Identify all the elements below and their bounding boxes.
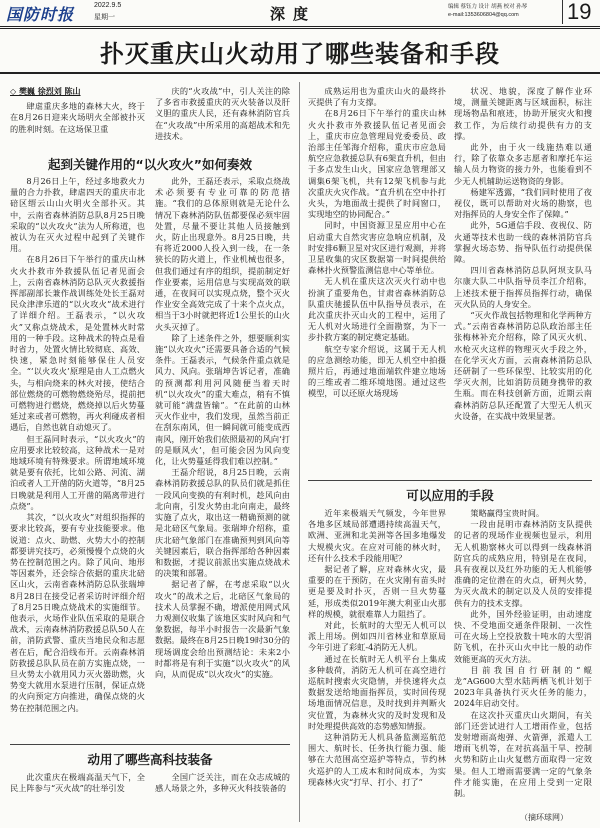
paragraph: 目前我国自行研制的“鲲龙”AG600大型水陆两栖飞机计划于2023年具备执行灭火任务的能力，2024年启动交付。 bbox=[454, 664, 592, 709]
intro-col-2 bbox=[155, 86, 290, 152]
paragraph: 据记者了解，应对森林火灾，最重要的在于预防，在火灾刚有苗头时更是要及时扑灭，否则一旦火势蔓延，形成类似2019年澳大利亚山火那样的规模，就很难靠人力阻挡了。 bbox=[308, 564, 446, 619]
source-note: （摘环球网） bbox=[520, 813, 568, 822]
paragraph: 此外，5G通信手段、夜视仪、防火通等技术也助一线的森林消防官兵掌握火场态势、指导队伍行动提供保障。 bbox=[454, 220, 592, 265]
paragraph: 除了上述条件之外，想要顺利实施“以火攻火”还需要具备合适的气候条件。王磊表示，气候条件重点就是风力、风向。张瑞坤告诉记者，准确的预测都利用河风随便当着天时机“以火攻火”的重大难点，稍有不慎就可能“满盘皆输”。“在此前的山林灭火作业中，我们发现，虽然当前正在刮东南风，但一瞬间就可能变成西南风，刚开始我们依照最初的风向‘打的是顺风火’，但可能会因为风向变化，让火势蔓延得我们难以控制。” bbox=[155, 332, 290, 467]
section-3-col-1 bbox=[10, 772, 145, 822]
section-2-title: 可以应用的手段 bbox=[406, 488, 494, 503]
section-3-title: 动用了哪些高科技装备 bbox=[87, 752, 213, 767]
paragraph: 肆虐重庆多地的森林大火，终于在8月26日迎来火场明火全部被扑灭的胜利时刻。在这场保卫重 bbox=[10, 101, 145, 134]
section-2-col-2 bbox=[454, 508, 592, 810]
paragraph: 对此，长航时的大型无人机可以派上用场。例如四川省林业和草原局今年引进了彩虹-4消防无人机。 bbox=[308, 620, 446, 653]
paragraph: 这种消防无人机具备监测巡航范围大、航时长、任务执行能力强、能够在大范围高空巡护等特点，节约林火巡护的人工成本和时间成本，为实现森林火灾“打早、打小、打了” bbox=[308, 732, 446, 787]
article-col-3 bbox=[308, 86, 446, 474]
masthead bbox=[0, 0, 600, 26]
section-name: 深度 bbox=[270, 5, 317, 23]
paragraph: 但王磊同时表示，“以火攻火”的应用要求比较较高，这种战术一是对地域环境有特殊要求。所谓地域环境就是要有依托，比如公路、河流、湖泊或者人工开凿的防火道等，“8月25日晚就是利用人工开凿的隔离带进行点烧”。 bbox=[10, 433, 145, 511]
intro-col-1 bbox=[10, 86, 145, 152]
paragraph: 据记者了解，在考虑采取“以火攻火”的战术之后，北碚区气象局的技术人员掌握不确，增派使用网式风力观测仪收集了该地区实时风向和气象数据，每半小时报告一次最新气象数据。最终在8月25日晚19时30分的现场调度会给出预测结论：未来2小时都将是有利于实施“以火攻火”的风向，从而促成“以火攻火”的实施。 bbox=[155, 579, 290, 679]
paragraph: 8月26日上午，经过多地救火力量的合力扑救，肆虐四天的重庆市北碚区缙云山山火明火全部扑灭。其中，云南省森林消防总队8月25日晚采取的“以火攻火”法为人所称道，也被认为在灭火过程中起到了关键作用。 bbox=[10, 176, 145, 254]
page-headline: 扑灭重庆山火动用了哪些装备和手段 bbox=[100, 40, 500, 68]
page-number: 19 bbox=[562, 0, 591, 24]
editor-email: e-mail:1353606804@qq.com bbox=[448, 12, 519, 18]
paragraph: 同时，中国资源卫星应用中心在启动重大自然灾害应急响应机制，及时安排6颗卫星对灾区进行观测，并将卫星收集的灾区数据第一时间提供给森林扑火预警监测信息中心等单位。 bbox=[308, 220, 446, 276]
article-col-4 bbox=[454, 86, 592, 474]
paragraph: 四川省森林消防总队阿坝支队马尔康大队二中队指导员李江介绍称，上述技术便于指挥员指挥行动，确保灭火队员的人身安全。 bbox=[454, 265, 592, 309]
issue-weekday: 星期一 bbox=[94, 14, 115, 21]
section-3-rule bbox=[10, 744, 290, 745]
paragraph: 此外，由于火一线施热难以通行，除了依靠众多志愿者和摩托车运输人员力物资的接力外，也能看到不少无人机辅助运送物资的身影。 bbox=[454, 142, 592, 186]
issue-date: 2022.9.5 bbox=[94, 2, 122, 9]
masthead-rule-thin bbox=[0, 28, 600, 29]
headline-rule bbox=[0, 72, 600, 74]
paragraph: 近年来极端天气频发，今年世界各地多区域局部遭遇持续高温天气，欧洲、亚洲和北美洲等各国多地爆发大规模火灾。在应对可能的林火时，还有什么技术手段能用呢？ bbox=[308, 508, 446, 563]
paragraph: 在8月26日下午举行的重庆山林火火扑救市外救援队伍记者见面会上，重庆市应急管理局党委委员、政治部主任邹海介绍称，重庆市应急局航空应急救援总队有6架直升机，但由于多点发生山火，国家应急管理部又调集6架飞机，共有12架飞机参与此次重庆火灾作战。“直升机在空中扑打火头，为地面战士提供了时间窗口，实现地空的协同配合。” bbox=[308, 108, 446, 220]
paragraph: 航空专家介绍说，这属于无人机的应急测绘功能，即无人机空中拍摄照片后，再通过地面端软件建立地场的三维或者二维环境地图。通过这些模型，可以还原火场现场 bbox=[308, 343, 446, 399]
byline: ◇ 樊巍 徐烈刘 陈山 bbox=[10, 87, 81, 96]
paragraph: 庆的“火攻战”中，引人关注的除了多省市救援重庆的灭火装备以及肝义胆的重庆人民，还有森林消防官兵在“火攻战”中所采用的高超战术和先进技术。 bbox=[155, 86, 290, 141]
masthead-rule bbox=[0, 26, 600, 27]
paragraph: 在这次扑灭重庆山火期间，有关部门还尝试进行人工增雨作业，包括发射增雨高炮弹、火箭弹，派遣人工增雨飞机等，在对抗高温干旱、控制火势和防止山火复燃方面取得一定效果。但人工增雨需要满一定的气象条件才能实施，在应用上受到一定限制。 bbox=[454, 709, 592, 799]
paragraph: 其次，“以火攻火”对组织指挥的要求比较高，要有专业技能要求。他说道：点火、助燃、火势大小的控制都要讲究技巧，必须慢慢个点烧的火势在控制范围之内。除了风向、地形等因素外，还会综合依据的重庆北碚区山火，云南省森林消防总队张瑞坤8月28日在接受记者采访时评细介绍了8月25日晚点烧战术的实施细节。他表示，火场作业队伍采取的是联合战术，云南森林消防救援总队50人在前，消防武警、重庆当地民众和志愿者在后，配合沿线布开。云南森林消防救援总队队员在前方实施点烧，一旦火势太小就用风力灭火器助燃，火势变大就用水泵进行压制，保证点烧的火向预定方向推进，确保点烧的火势在控制范围之内。 bbox=[10, 512, 145, 713]
paragraph: 此外，王磊还表示，采取点烧战术必须要有专业可靠的防范措施。“我们的总体原则就是无论什么情况下森林消防队伍都要保必须牢固处置，尽量不要让其他人员接触到火，防止出现意外。8月25日晚，共有将近2000人投入到一线，在一条狭长的防火道上，作业机械也很多，但我们通过有序的组织，提前制定好作业要素，运用信息与实现高效的联通，在夜间可以实现点烧，整个灭火作业安全高效完成了十来个点火点，相当于3小时就把将近1公里长的山火火头灭掉了。 bbox=[155, 176, 290, 332]
section-1-col-2 bbox=[155, 176, 290, 736]
paragraph: 此次重庆在极端高温天气下，全民上阵参与“灭火战”的壮举引发 bbox=[10, 772, 145, 794]
column-divider bbox=[299, 82, 300, 822]
paragraph: 策略赢得宝贵时间。 bbox=[470, 508, 545, 518]
paragraph: 通过在长航时无人机平台上集成多种载荷，消防无人机可在高空进行巡航时搜索火灾隐情，并快速将火点数据发送给地面指挥员，实时回传现场地面情况信息，及时找到并判断火灾位置，为森林火灾的及时发现和及时处理提供高效的态势感知情报。 bbox=[308, 653, 446, 731]
paragraph: 全国广泛关注，而在众志成城的感人场景之外，多种灭火科技装备的 bbox=[155, 772, 290, 794]
paragraph: 王磊介绍说，8月25日晚，云南森林消防救援总队的队员们就是抓住一段风向变换的有利时机，趁风向由北向南，引发火势由北向南走，最终实施了点火，取出这一精确预测的就是北碚区气象局。张瑞坤介绍称，重庆北碚气象部门在准确预判到风向等关键因素后，联合指挥部给各种因素和数据，才提议前派出实施点烧战术的决策和部署。 bbox=[155, 467, 290, 579]
paragraph: “灭火作战包括物理和化学两种方式。”云南省森林消防总队政治部主任张梅林补充介绍称，除了风灭火机、水枪灭火这样的物理灭火手段之外，在化学灭火方面，云南森林消防总队还研制了一些环保型、比较实用的化学灭火剂，比如消防员随身携带的救生瓶。而在科技创新方面，近期云南森林消防总队还配置了大型无人机灭火设备，在实战中效果显著。 bbox=[454, 310, 592, 421]
paragraph: 此外，国外经验证明，由动速度快、不受地面交通条件限制、一次性可在火场上空投放数十吨水的大型消防飞机，在扑灭山火中比一般的动作效能更高的灭火方法。 bbox=[454, 608, 592, 664]
paragraph: 在8月26日下午举行的重庆山林火火扑救市外救援队伍记者见面会上，云南省森林消防总队灭火救援指挥部副部长兼作战训练处处长王磊对民众津津乐道的“以火攻火”战术进行了详细介绍。王磊表示，“以火攻火”又称点烧战术，是处置林火时常用的一种手段。这种战术的特点是看时省力，处置火情比较彻底、高效、快速，紧急时刻能够保住人员安全。“‘以火攻火’原理是由人工点燃火头，与相向烧来的林火对接，使结合部位燃烧的可燃物燃烧殆尽，提前把可燃物进行燃烧，燃烧掉以后火势蔓延过来或者可燃物，再火利碰成者相遇后，自然也就自动熄灭了。 bbox=[10, 254, 145, 433]
section-2-col-1 bbox=[308, 508, 446, 822]
paragraph: 状况、地貌，深度了解作业环境，测量关键距离与区域面积，标注现场物品和痕迹，协助开展灾火和搜救工作，为后续行动提供有力的支撑。 bbox=[454, 86, 592, 141]
paragraph: 杨建军透露，“我们同时使用了夜视仪，既可以帮助对火场的勘察，也对指挥员的人身安全作了保障。” bbox=[454, 186, 592, 220]
paragraph: 成熟运用也为重庆山火的最终扑灭提供了有力支撑。 bbox=[308, 86, 446, 108]
paragraph: 一段由昆明市森林消防支队提供的记者的现场作业视频也显示，利用无人机勘察林火可以得到一线森林消防官兵的成熟应用，特别是在夜间，具有夜视以及红外功能的无人机能够准确的定位潜在的火点，研判火势，为灭火战术的制定以及人员的安排提供有力的技术支撑。 bbox=[454, 519, 592, 608]
section-3-col-2 bbox=[155, 772, 290, 822]
section-1-col-1 bbox=[10, 176, 145, 736]
section-2-rule bbox=[308, 480, 592, 481]
paragraph: 无人机在重庆这次灭火行动中也扮演了重要角色，甘肃省森林消防总队重庆驰援队伍中队指导员表示，在此次重庆扑灭山火的工程中，运用了无人机对火场进行全面勘察，为下一步扑救方案的制定奠定基础。 bbox=[308, 276, 446, 343]
newspaper-logo: 国防时报 bbox=[6, 5, 75, 24]
section-1-title: 起到关键作用的“以火攻火”如何奏效 bbox=[48, 157, 252, 172]
editor-credits: 编辑 蔡钰力 设计 胡燕 校对 孙琴 bbox=[448, 4, 528, 10]
